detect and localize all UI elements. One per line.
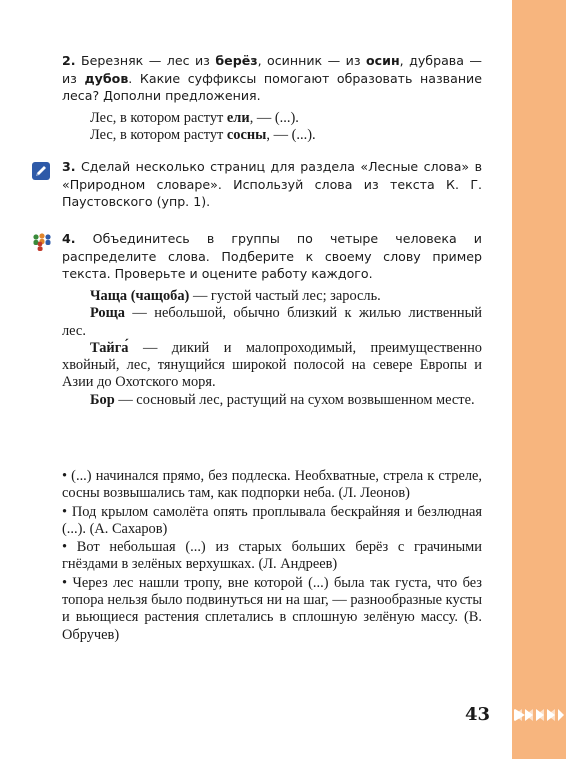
triangle-ornament-icon — [513, 707, 565, 723]
definition-2: Роща — небольшой, обычно близкий к жилью лиственный лес. — [62, 305, 482, 339]
group-work-icon — [32, 233, 52, 251]
task-3 — [62, 158, 482, 211]
sentence-2: Лес, в котором растут сосны, — (...). — [90, 127, 316, 144]
bold-word: осин — [366, 53, 400, 68]
definition-4: Бор — сосновый лес, растущий на сухом возвышенном месте. — [90, 391, 475, 408]
quote-3: • Вот небольшая (...) из старых больших берёз с грачиными гнёздами в зелёных верхушках. (Л. Андреев) — [62, 539, 482, 573]
sentence-1: Лес, в котором растут ели, — (...). — [90, 110, 299, 126]
orange-sidebar — [512, 0, 566, 759]
quote-4: • Через лес нашли тропу, вне которой (...) была так густа, что без топора нельзя было подвинуться ни на шаг, — разнообразные кусты и вьющиеся растения сплетались в сплошную зелёную массу. (В. Обручев) — [62, 574, 482, 643]
task-text: Объединитесь в группы по четыре человека и распределите слова. Подберите к своему слову пример текста. Проверьте и оцените работу каждого. — [62, 231, 482, 281]
quote-2: • Под крылом самолёта опять проплывала бескрайняя и безлюдная (...). (А. Сахаров) — [62, 503, 482, 537]
bold-word: дубов — [84, 70, 129, 86]
task-text: Сделай несколько страниц для раздела «Лесные слова» в «Природном словаре». Используй слова из текста К. Г. Паустовского (упр. 1). — [62, 159, 482, 209]
task-4 — [62, 230, 482, 283]
definitions-list — [62, 288, 482, 409]
task-2-sentences — [90, 110, 482, 145]
task-text: , осинник — из — [257, 53, 367, 68]
pencil-icon — [32, 162, 50, 180]
task-number: 4. — [62, 231, 76, 246]
bold-word: берёз — [215, 53, 258, 68]
definition-3: Тайга́ — дикий и малопроходимый, преимущественно хвойный, лес, тянущийся широкой полосой на севере Европы и Азии до Охотского моря. — [62, 339, 482, 391]
definition-1: Чаща (чащоба) — густой частый лес; заросль. — [90, 288, 381, 304]
task-2 — [62, 52, 482, 105]
task-text: . Какие суффиксы помогают образовать название леса? Дополни предложения. — [62, 70, 482, 103]
task-text: , дубрава — из — [62, 53, 482, 86]
quotes-list — [62, 468, 482, 645]
task-text: Березняк — лес из — [75, 53, 216, 68]
quote-1: • (...) начинался прямо, без подлеска. Необхватные, стрела к стреле, сосны возвышались там, как подпорки неба. (Л. Леонов) — [62, 468, 482, 502]
page-number: 43 — [464, 704, 490, 725]
task-number: 3. — [62, 159, 76, 174]
task-number: 2. — [62, 53, 76, 68]
